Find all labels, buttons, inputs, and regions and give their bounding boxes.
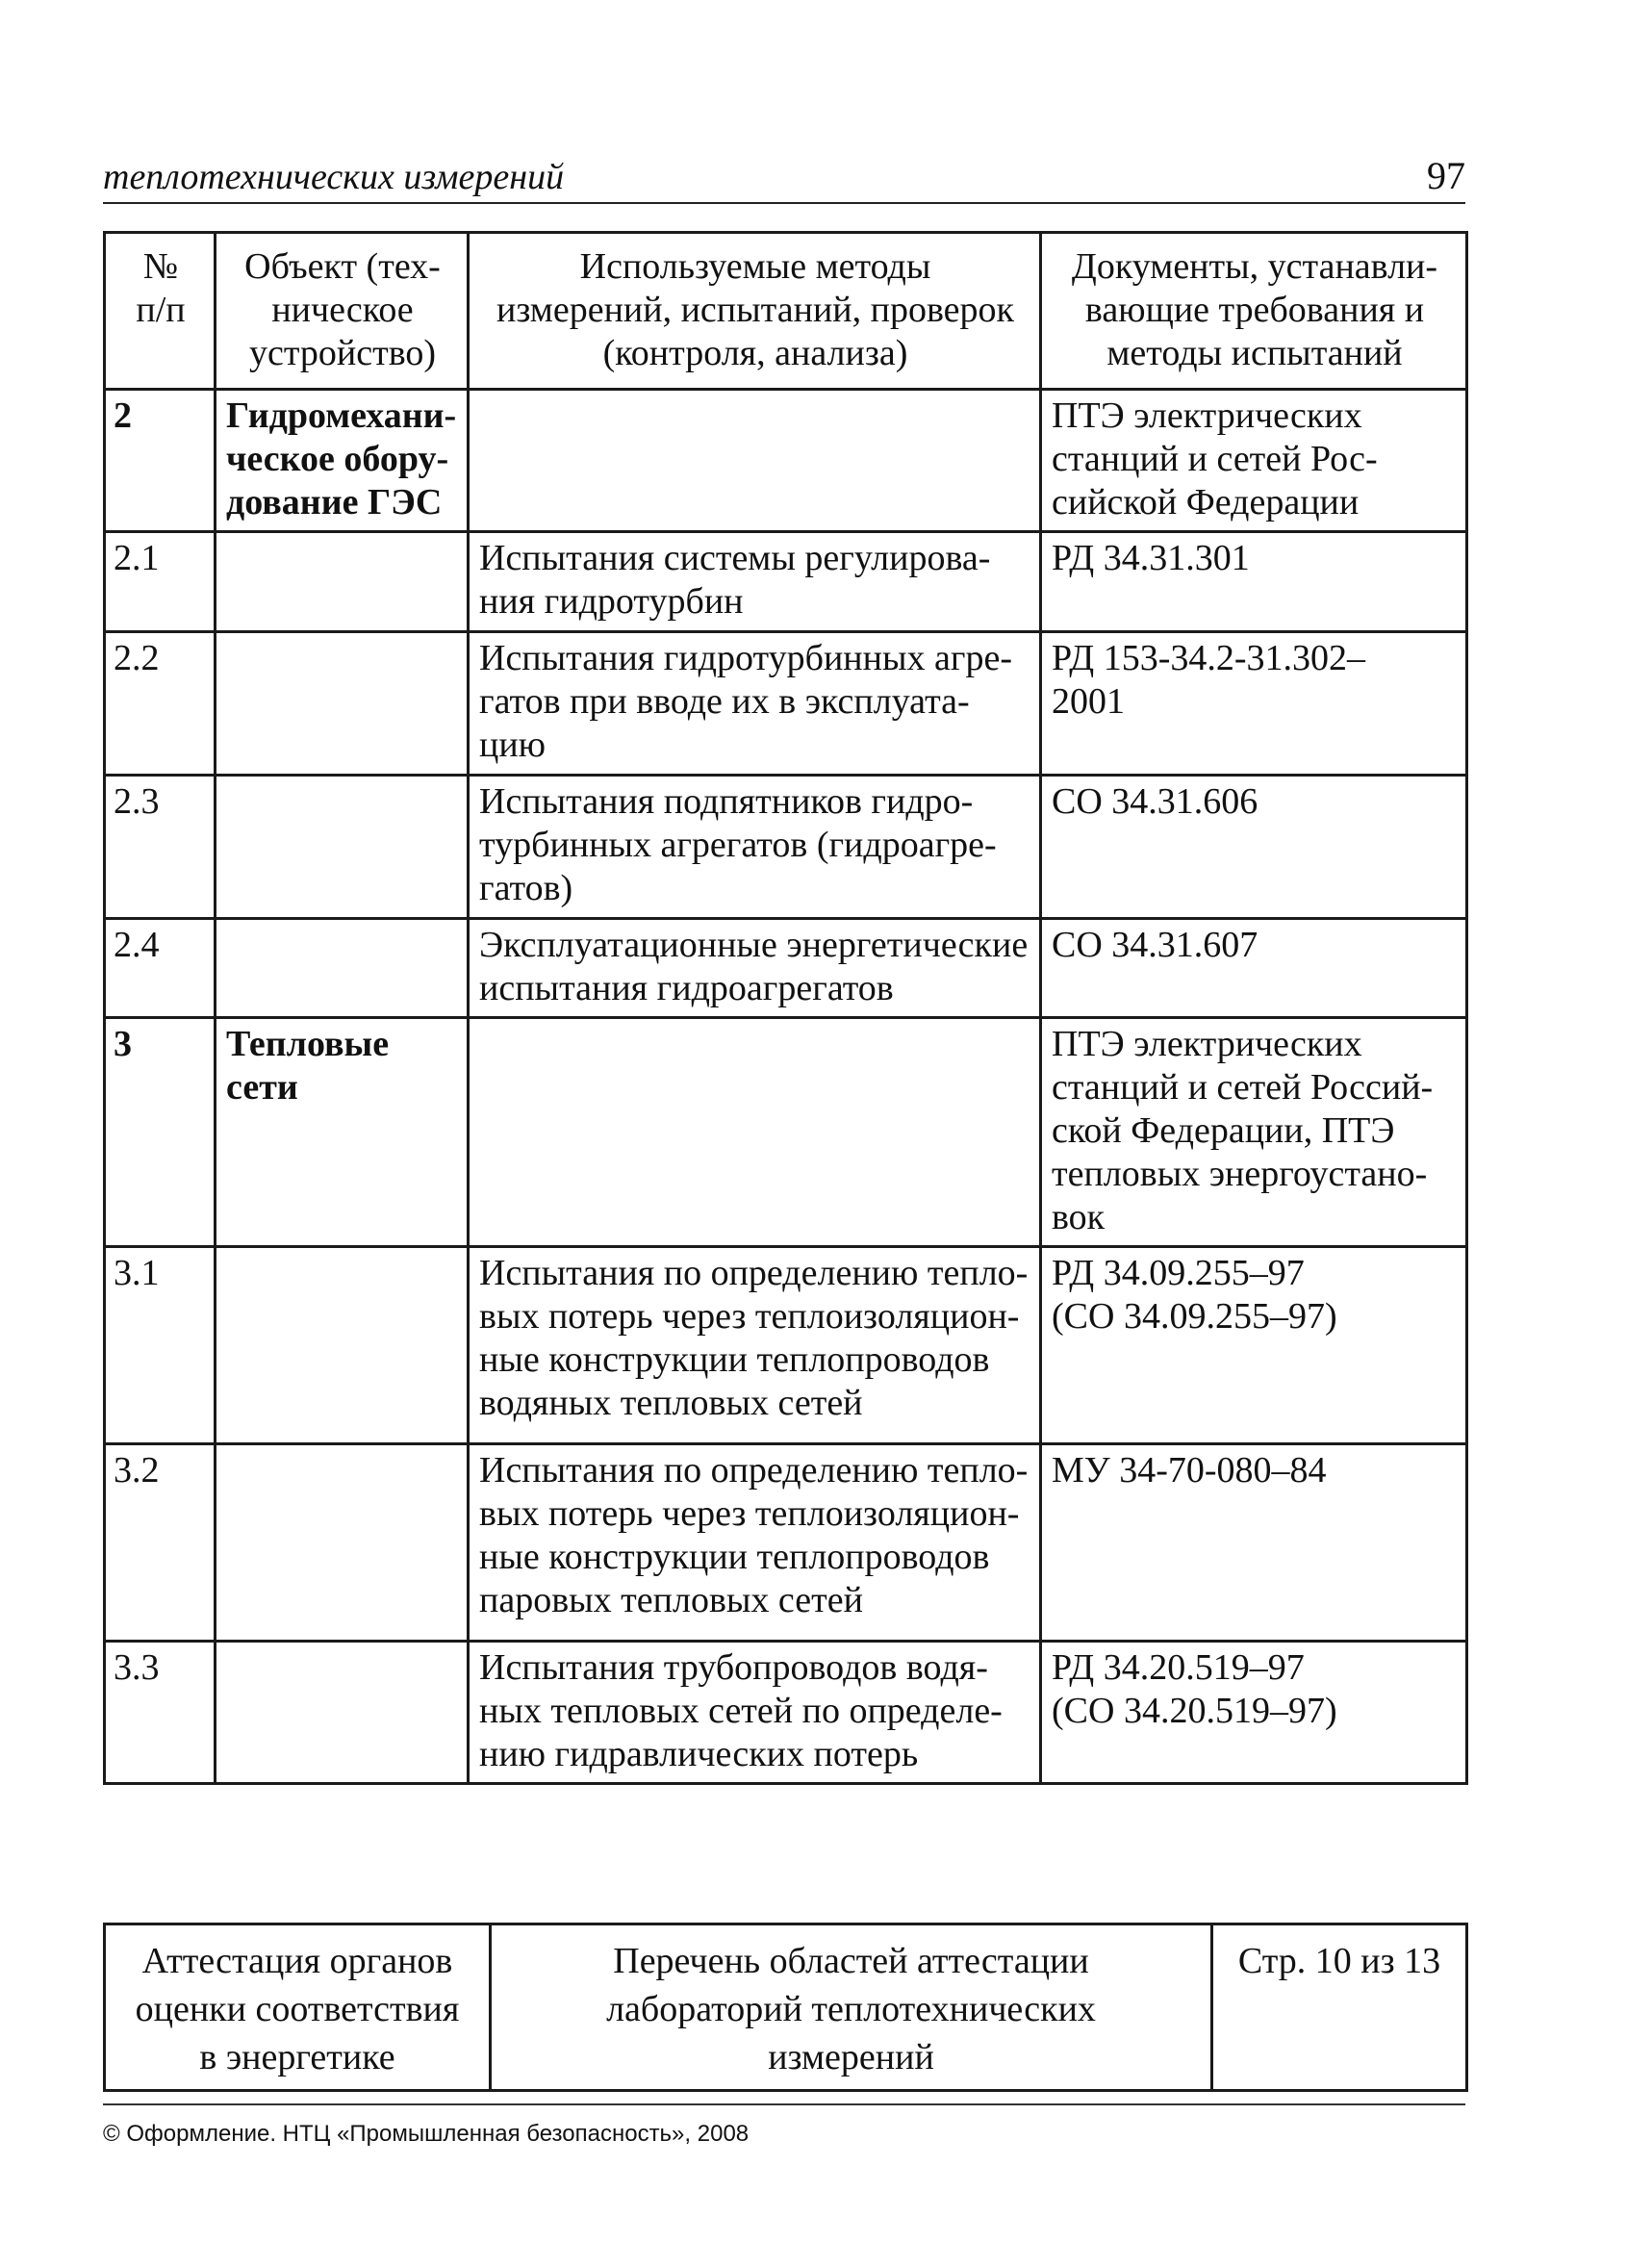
row-number-cell: 3 (105, 1018, 216, 1247)
row-method-cell: Испытания по определению тепло- вых потерь через теплоизоляцион- ные конструкции теплопроводов водяных тепловых сетей (469, 1247, 1041, 1444)
column-header-documents: Документы, устанавли- вающие требования и методы испытаний (1041, 233, 1467, 390)
table-row (105, 1018, 1467, 1247)
table-row (105, 776, 1467, 919)
row-number-cell: 2.3 (105, 776, 216, 919)
page-number: 97 (1427, 154, 1465, 197)
row-number-cell: 2.2 (105, 632, 216, 776)
row-method-cell: Испытания системы регулирова- ния гидротурбин (469, 532, 1041, 632)
attestation-table (103, 231, 1468, 1785)
row-documents-cell: РД 34.20.519–97 (СО 34.20.519–97) (1041, 1642, 1467, 1784)
row-documents-cell: ПТЭ электрических станций и сетей Рос- сийской Федерации (1041, 390, 1467, 532)
row-object-cell (216, 919, 469, 1018)
table-row (105, 1642, 1467, 1784)
table-header-row (105, 233, 1467, 390)
row-number-cell: 2 (105, 390, 216, 532)
row-method-cell (469, 1018, 1041, 1247)
footer-page-count: Стр. 10 из 13 (1212, 1924, 1467, 2091)
table-row (105, 919, 1467, 1018)
row-method-cell: Испытания трубопроводов водя- ных тепловых сетей по определе- нию гидравлических потерь (469, 1642, 1041, 1784)
table-row (105, 532, 1467, 632)
row-documents-cell: РД 34.09.255–97 (СО 34.09.255–97) (1041, 1247, 1467, 1444)
table-row (105, 1247, 1467, 1444)
table-row (105, 632, 1467, 776)
row-number-cell: 3.3 (105, 1642, 216, 1784)
footer-organization: Аттестация органов оценки соответствия в энергетике (105, 1924, 491, 2091)
column-header-number: № п/п (105, 233, 216, 390)
row-number-cell: 2.1 (105, 532, 216, 632)
row-object-cell (216, 776, 469, 919)
column-header-methods: Используемые методы измерений, испытаний, проверок (контроля, анализа) (469, 233, 1041, 390)
row-documents-cell: РД 153-34.2-31.302– 2001 (1041, 632, 1467, 776)
row-method-cell (469, 390, 1041, 532)
row-documents-cell: ПТЭ электрических станций и сетей Россий- ской Федерации, ПТЭ тепловых энергоустано- вок (1041, 1018, 1467, 1247)
row-documents-cell: СО 34.31.606 (1041, 776, 1467, 919)
table-row (105, 390, 1467, 532)
table-row (105, 1444, 1467, 1642)
running-title: теплотехнических измерений (103, 157, 565, 197)
row-object-cell (216, 1444, 469, 1642)
row-object-cell (216, 632, 469, 776)
row-number-cell: 3.1 (105, 1247, 216, 1444)
copyright-text: © Оформление. НТЦ «Промышленная безопасность», 2008 (103, 2121, 750, 2147)
row-object-cell: Тепловые сети (216, 1018, 469, 1247)
row-method-cell: Испытания по определению тепло- вых потерь через теплоизоляцион- ные конструкции теплопроводов паровых тепловых сетей (469, 1444, 1041, 1642)
copyright-rule (103, 2103, 1465, 2105)
row-method-cell: Испытания гидротурбинных агре- гатов при вводе их в эксплуата- цию (469, 632, 1041, 776)
row-object-cell (216, 532, 469, 632)
column-header-object: Объект (тех- ническое устройство) (216, 233, 469, 390)
row-documents-cell: СО 34.31.607 (1041, 919, 1467, 1018)
row-object-cell (216, 1642, 469, 1784)
row-documents-cell: МУ 34-70-080–84 (1041, 1444, 1467, 1642)
footer-document-title: Перечень областей аттестации лабораторий теплотехнических измерений (491, 1924, 1212, 2091)
row-method-cell: Испытания подпятников гидро- турбинных агрегатов (гидроагре- гатов) (469, 776, 1041, 919)
row-documents-cell: РД 34.31.301 (1041, 532, 1467, 632)
header-rule (103, 202, 1465, 204)
row-number-cell: 3.2 (105, 1444, 216, 1642)
running-header (103, 152, 1465, 202)
row-object-cell (216, 1247, 469, 1444)
row-method-cell: Эксплуатационные энергетические испытания гидроагрегатов (469, 919, 1041, 1018)
row-number-cell: 2.4 (105, 919, 216, 1018)
footer-box (103, 1923, 1468, 2092)
row-object-cell: Гидромехани- ческое обору- дование ГЭС (216, 390, 469, 532)
